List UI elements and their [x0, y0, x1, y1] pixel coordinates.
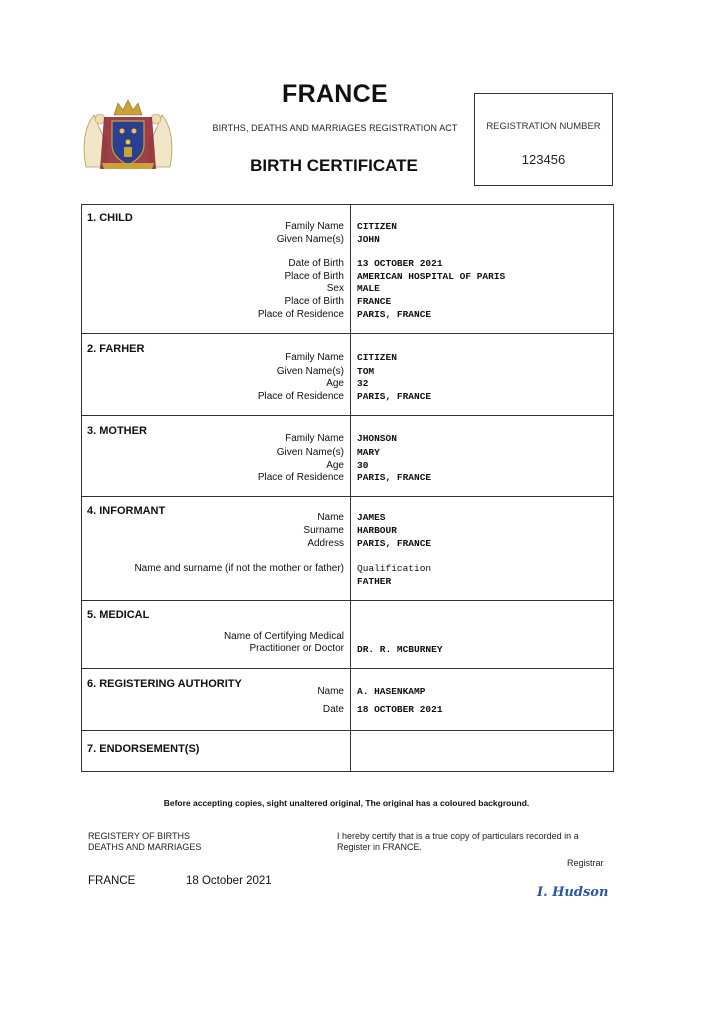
father-family-name: CITIZEN [357, 352, 397, 363]
row-divider [81, 496, 614, 497]
informant-address-label: Address [307, 538, 344, 549]
mother-residence: PARIS, FRANCE [357, 472, 432, 483]
medical-label-line1: Name of Certifying Medical [223, 631, 344, 642]
informant-address: PARIS, FRANCE [357, 538, 432, 549]
row-divider [81, 415, 614, 416]
medical-label-line2: Practitioner or Doctor [249, 643, 344, 654]
section-child-heading: 1. CHILD [87, 212, 133, 224]
mother-family-name: JHONSON [357, 433, 397, 444]
child-pob2: FRANCE [357, 296, 392, 307]
section-father-heading: 2. FARHER [87, 343, 145, 355]
informant-name-label: Name [317, 512, 344, 523]
registry-line2: DEATHS AND MARRIAGES [88, 842, 202, 852]
child-residence-label: Place of Residence [257, 309, 344, 320]
coat-of-arms-icon [80, 97, 176, 173]
row-divider [81, 668, 614, 669]
father-age-label: Age [326, 378, 344, 389]
mother-given-names-label: Given Name(s) [276, 447, 344, 458]
mother-age-label: Age [326, 460, 344, 471]
authority-name-label: Name [317, 686, 344, 697]
child-pob: AMERICAN HOSPITAL OF PARIS [357, 271, 506, 282]
certify-line1: I hereby certify that is a true copy of particulars recorded in a [337, 831, 579, 841]
father-residence: PARIS, FRANCE [357, 391, 432, 402]
mother-age: 30 [357, 460, 369, 471]
mother-given-names: MARY [357, 447, 380, 458]
child-dob-label: Date of Birth [288, 258, 344, 269]
section-endorsement-heading: 7. ENDORSEMENT(S) [87, 743, 200, 755]
section-authority-heading: 6. REGISTERING AUTHORITY [87, 678, 242, 690]
father-family-name-label: Family Name [285, 352, 344, 363]
informant-surname-label: Surname [303, 525, 344, 536]
issue-place: FRANCE [88, 875, 136, 887]
act-subtitle: BIRTHS, DEATHS AND MARRIAGES REGISTRATION ACT [212, 123, 458, 133]
section-mother-heading: 3. MOTHER [87, 425, 147, 437]
child-dob: 13 OCTOBER 2021 [357, 258, 443, 269]
informant-name: JAMES [357, 512, 386, 523]
child-given-names: JOHN [357, 234, 380, 245]
child-sex-label: Sex [326, 283, 344, 294]
father-given-names-label: Given Name(s) [276, 366, 344, 377]
registrar-label: Registrar [567, 858, 604, 868]
child-residence: PARIS, FRANCE [357, 309, 432, 320]
authority-name: A. HASENKAMP [357, 686, 426, 697]
registration-number-box [474, 93, 613, 186]
svg-text:I. Hudson: I. Hudson [537, 885, 609, 900]
authenticity-warning: Before accepting copies, sight unaltered original, The original has a coloured background. [163, 798, 530, 808]
column-divider [350, 204, 351, 772]
certify-line2: Register in FRANCE. [337, 842, 423, 852]
child-pob2-label: Place of Birth [284, 296, 344, 307]
country-title: FRANCE [282, 80, 388, 108]
informant-relation-label: Name and surname (if not the mother or father) [134, 563, 344, 574]
registration-number: 123456 [521, 152, 566, 167]
father-age: 32 [357, 378, 369, 389]
section-medical-heading: 5. MEDICAL [87, 609, 150, 621]
mother-family-name-label: Family Name [285, 433, 344, 444]
registration-number-label: REGISTRATION NUMBER [486, 121, 601, 132]
child-given-names-label: Given Name(s) [276, 234, 344, 245]
informant-qualification: FATHER [357, 576, 392, 587]
mother-residence-label: Place of Residence [257, 472, 344, 483]
child-sex: MALE [357, 283, 380, 294]
registrar-signature [535, 880, 617, 902]
registry-line1: REGISTERY OF BIRTHS [88, 831, 191, 841]
row-divider [81, 730, 614, 731]
child-family-name: CITIZEN [357, 221, 397, 232]
informant-surname: HARBOUR [357, 525, 397, 536]
father-residence-label: Place of Residence [257, 391, 344, 402]
issue-date: 18 October 2021 [186, 875, 272, 887]
row-divider [81, 333, 614, 334]
row-divider [81, 600, 614, 601]
child-pob-label: Place of Birth [284, 271, 344, 282]
informant-qualification-label: Qualification [357, 563, 432, 574]
section-informant-heading: 4. INFORMANT [87, 505, 166, 517]
medical-doctor: DR. R. MCBURNEY [357, 644, 443, 655]
document-title: BIRTH CERTIFICATE [250, 156, 418, 175]
authority-date-label: Date [322, 704, 344, 715]
father-given-names: TOM [357, 366, 375, 377]
child-family-name-label: Family Name [285, 221, 344, 232]
authority-date: 18 OCTOBER 2021 [357, 704, 443, 715]
